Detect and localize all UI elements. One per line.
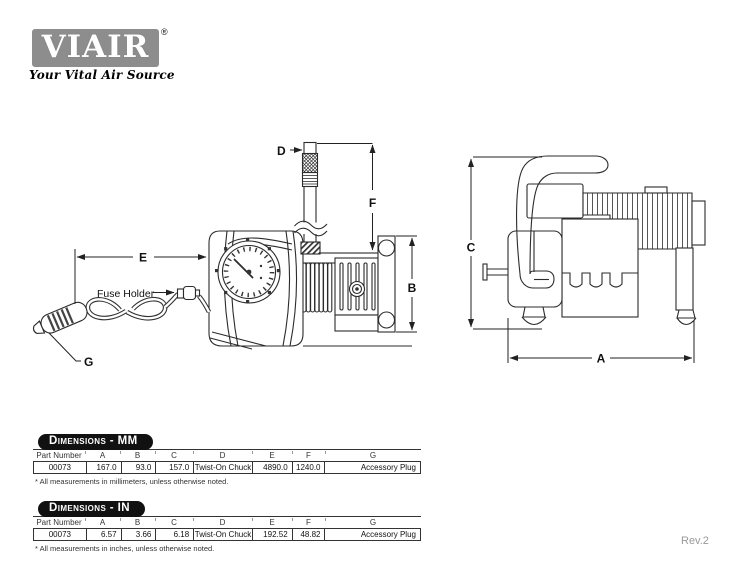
logo-tagline: Your Vital Air Source [29,68,175,82]
in-value-d: Twist-On Chuck [194,530,252,539]
in-col-f: F [292,518,325,528]
dim-label-c: C [466,240,476,255]
mm-value-d: Twist-On Chuck [194,463,252,472]
in-col-g: G [325,518,421,528]
bellows-fins [302,263,332,312]
left-foot [522,307,546,325]
motor-body [508,219,638,317]
dimensions-mm-table [33,431,421,486]
dim-label-b: B [407,281,417,295]
dim-label-e: E [138,250,148,265]
mm-col-g: G [325,451,421,461]
mm-value-c: 157.0 [155,462,193,473]
viair-brand-text: VIAIR [41,29,150,65]
in-part-number: 00073 [48,530,71,539]
mm-value-a: 167.0 [86,462,121,473]
dim-label-a: A [596,351,606,366]
mm-col-e: E [252,451,292,461]
motor-top-block [527,184,583,218]
in-col-e: E [252,518,292,528]
in-data-row [33,528,421,541]
side-view-drawing [30,143,412,350]
registered-trademark-icon: ® [161,27,168,37]
mounting-bracket-front [676,248,696,325]
dim-label-d: D [277,144,286,158]
mm-col-d: D [193,451,252,461]
dim-label-g: G [84,355,94,369]
cylinder-fins [335,258,378,331]
in-footnote: * All measurements in inches, unless otherwise noted. [35,544,215,553]
mm-col-part-number: Part Number [36,451,82,460]
cord-loop-outline [88,299,165,318]
revision-label: Rev.2 [681,535,709,547]
in-value-c: 6.18 [155,529,193,540]
hose-fitting [301,242,320,254]
in-value-b: 3.66 [121,529,156,540]
mm-part-number: 00073 [48,463,71,472]
in-col-c: C [155,518,193,528]
air-intake-stub [483,264,508,280]
mm-data-row [33,461,421,474]
mm-value-e: 4890.0 [252,462,292,473]
in-value-e: 192.52 [252,529,292,540]
front-view-drawing [483,156,705,325]
dim-leader-g [49,333,81,361]
twist-on-chuck [303,154,318,173]
mm-value-g: Accessory Plug [324,462,419,473]
dimensions-in-table [33,498,421,553]
in-col-part-number: Part Number [36,518,82,527]
in-value-f: 48.82 [292,529,325,540]
right-foot [677,318,696,325]
mm-col-a: A [85,451,120,461]
in-col-d: D [193,518,252,528]
in-value-g: Accessory Plug [324,529,419,540]
in-value-a: 6.57 [86,529,121,540]
mounting-bracket-side [378,236,395,332]
mm-footnote: * All measurements in millimeters, unless otherwise noted. [35,477,229,486]
mm-col-f: F [292,451,325,461]
fuse-holder-component [178,287,200,300]
in-col-b: B [120,518,155,528]
mm-header-row [33,450,421,461]
dimensions-mm-tab: Dimensions - MM [38,434,153,450]
accessory-plug [30,300,90,340]
dimensions-in-tab: Dimensions - IN [38,501,145,517]
dim-label-f: F [368,196,377,210]
fuse-holder-label: Fuse Holder [97,288,155,300]
pressure-gauge [215,238,280,303]
mm-value-b: 93.0 [121,462,156,473]
in-col-a: A [85,518,120,528]
mm-col-b: B [120,451,155,461]
mm-value-f: 1240.0 [292,462,325,473]
in-header-row [33,517,421,528]
mm-col-c: C [155,451,193,461]
